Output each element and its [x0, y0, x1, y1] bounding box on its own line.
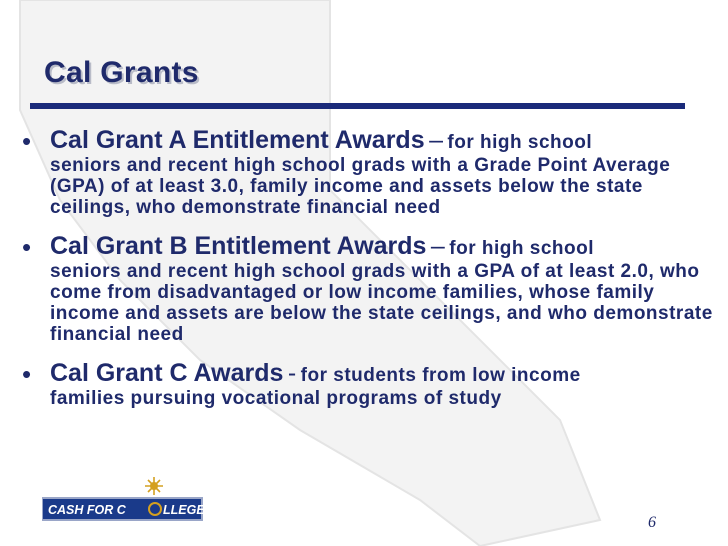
bullet-heading: Cal Grant C Awards [50, 359, 284, 387]
bullet-separator: – [430, 232, 445, 260]
cash-for-college-logo [42, 476, 207, 524]
bullet-cal-grant-b [20, 232, 720, 345]
bullet-heading: Cal Grant B Entitlement Awards [50, 232, 427, 260]
bullet-dot-icon: • [22, 126, 32, 156]
logo-text-left: CASH FOR C [48, 503, 126, 517]
logo-text-right: LLEGE [163, 503, 205, 517]
bullet-heading: Cal Grant A Entitlement Awards [50, 126, 425, 154]
bullet-list [20, 126, 720, 423]
bullet-description: seniors and recent high school grads with a Grade Point Average (GPA) of at least 3.0, family income and assets below the state ceilings, who demonstrate financial need [50, 155, 671, 218]
bullet-description-start: for high school [447, 132, 593, 153]
bullet-cal-grant-a [20, 126, 720, 218]
bullet-separator: – [429, 126, 443, 154]
bullet-description-start: for students from low income [300, 365, 581, 386]
bullet-dot-icon: • [22, 359, 32, 389]
bullet-separator: - [287, 359, 297, 387]
bullet-description-start: for high school [449, 238, 594, 259]
bullet-cal-grant-c [20, 359, 720, 409]
bullet-description: families pursuing vocational programs of study [50, 388, 502, 409]
slide-title: Cal Grants [44, 56, 199, 89]
title-divider [30, 103, 685, 109]
bullet-description: seniors and recent high school grads with a GPA of at least 2.0, who come from disadvantaged or low income families, whose family income and assets are below the state ceilings, and who demonstrate financial need [50, 261, 713, 345]
sun-star-icon [145, 477, 163, 495]
page-number: 6 [648, 514, 656, 531]
bullet-dot-icon: • [22, 232, 32, 262]
